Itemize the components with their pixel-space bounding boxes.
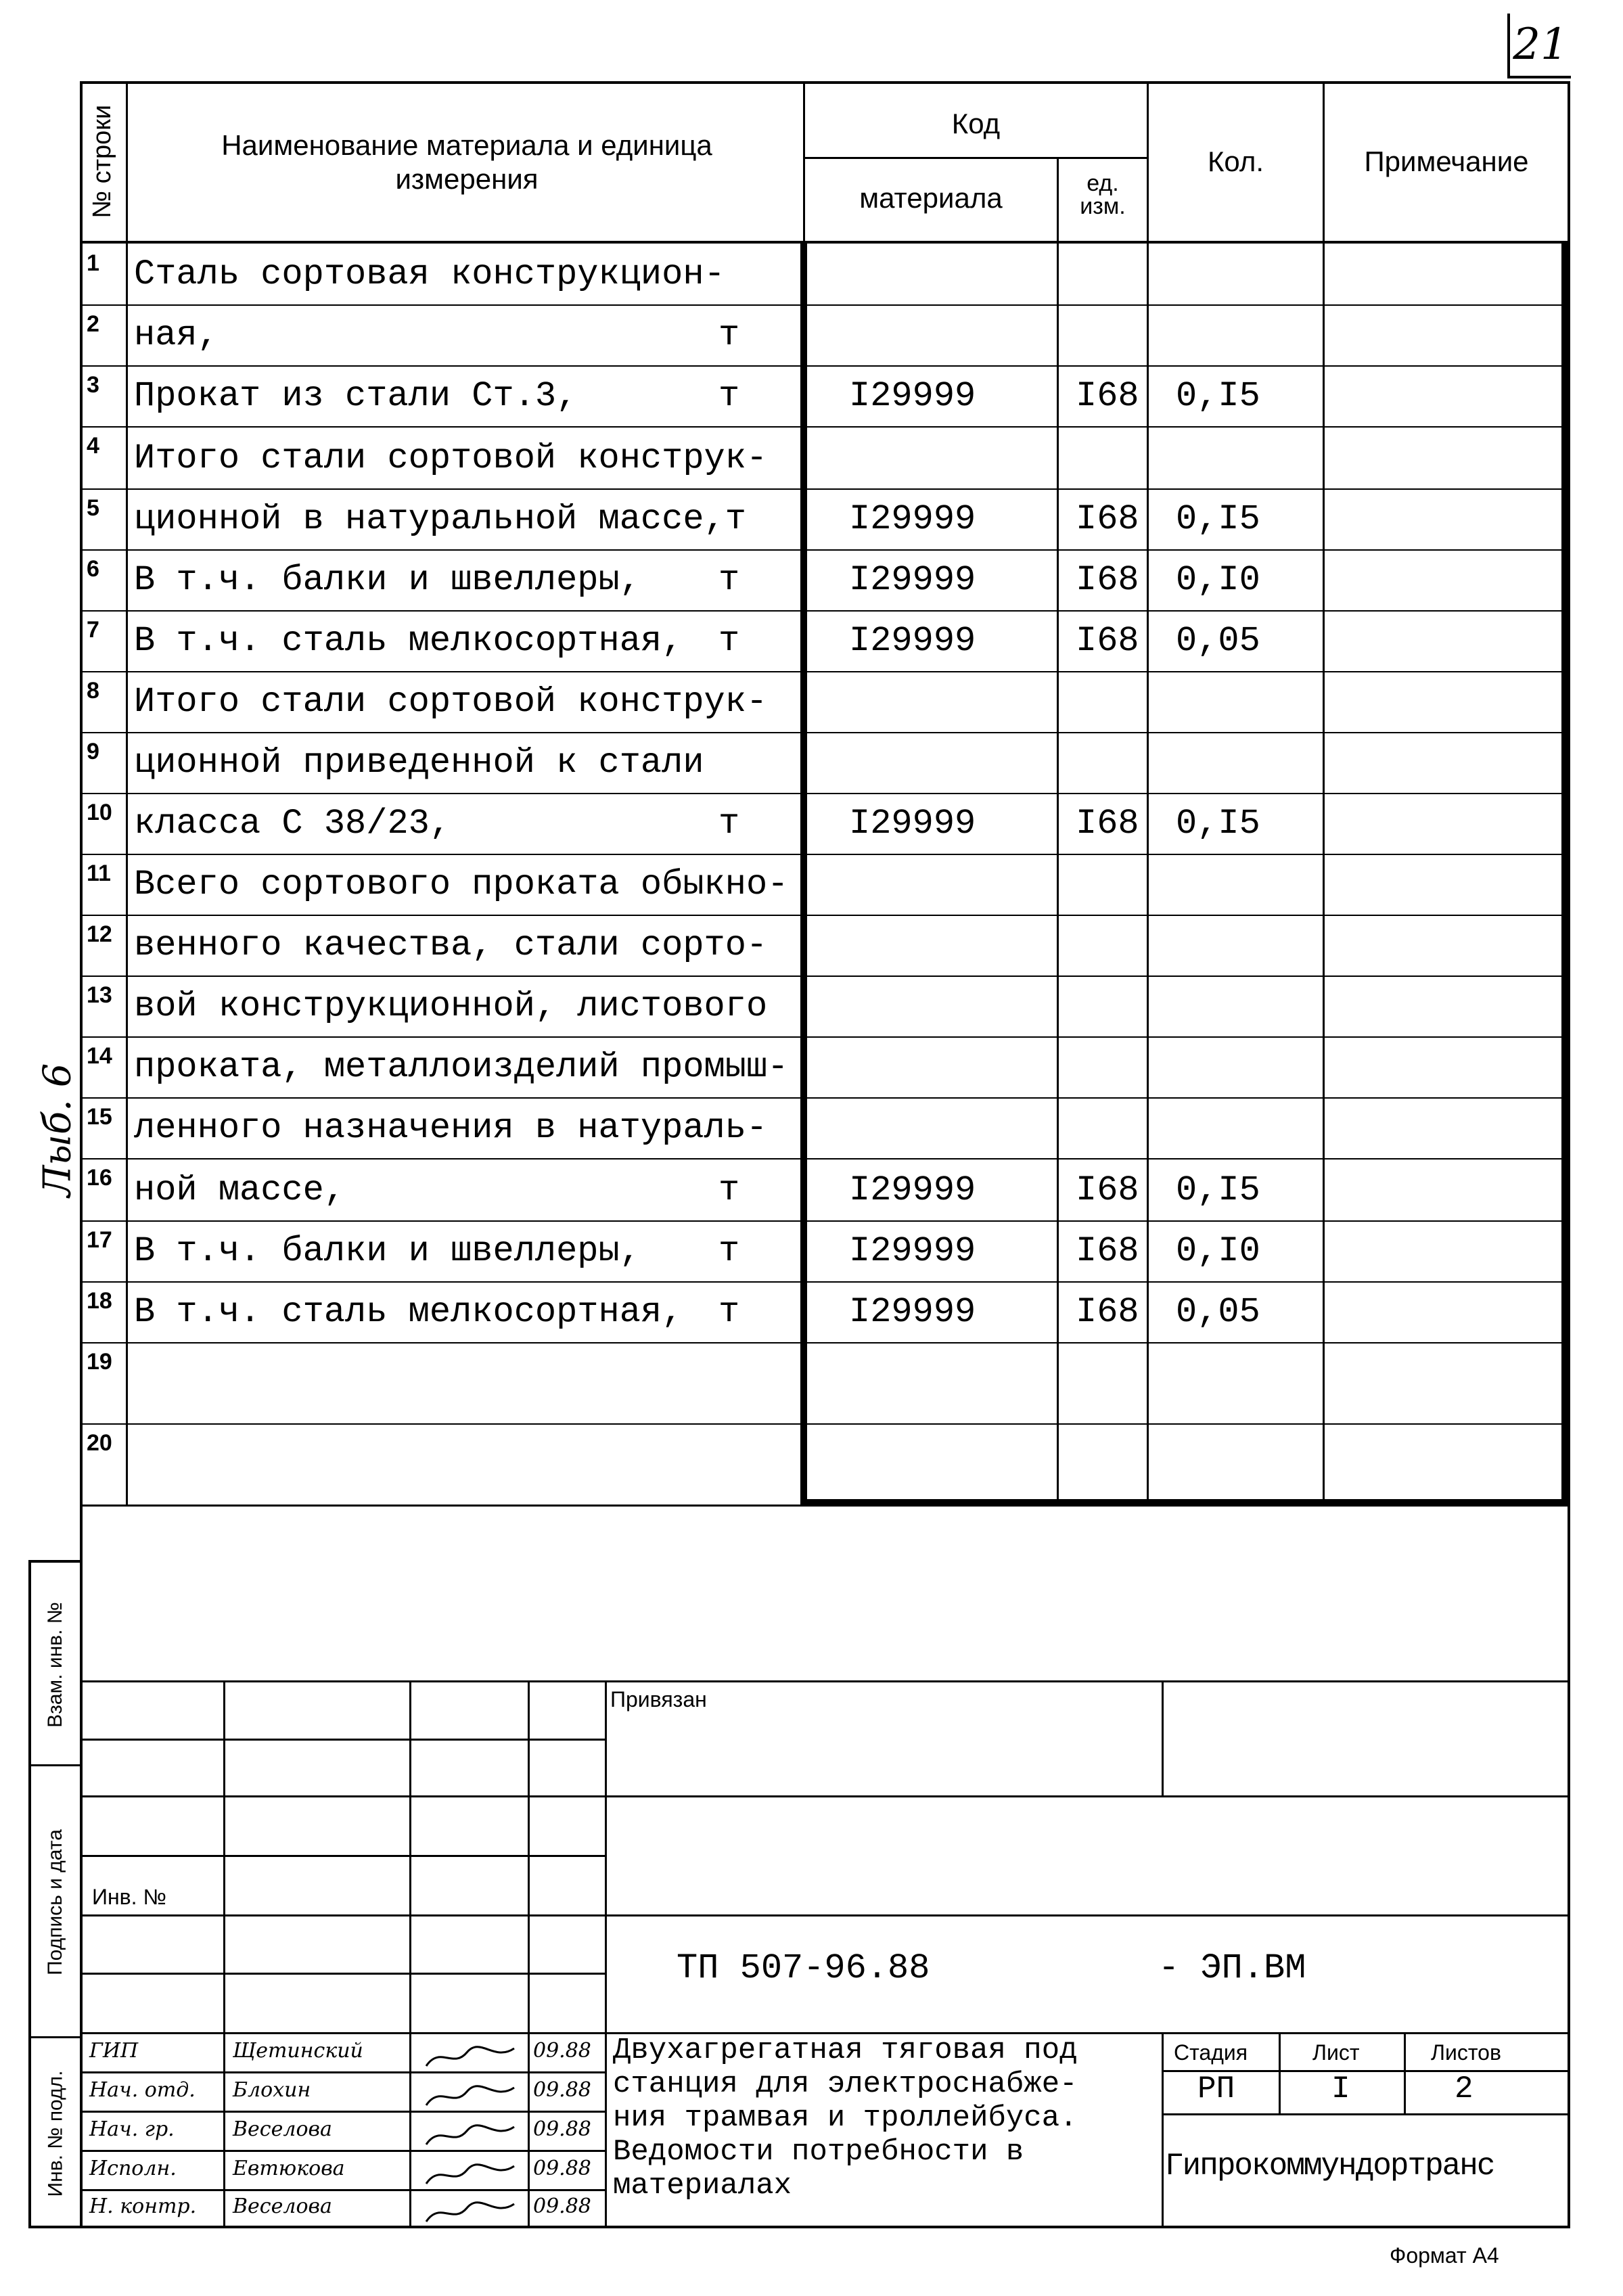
signer-name: Евтюкова: [233, 2157, 345, 2180]
row-name: ной массе,: [134, 1170, 346, 1210]
row-qty: 0,05: [1176, 1292, 1260, 1332]
signer-date: 09.88: [533, 2078, 591, 2102]
margin-podpis: Подпись и дата: [44, 1829, 66, 1975]
signer-date: 09.88: [533, 2157, 591, 2180]
row-separator: [80, 1097, 1568, 1099]
inv-no-label: Инв. №: [92, 1885, 166, 1909]
row-code: I29999: [849, 1170, 976, 1210]
signature-mark: [419, 2159, 521, 2194]
row-number: 15: [87, 1104, 112, 1130]
row-name: ционной приведенной к стали: [134, 743, 704, 783]
row-separator: [80, 365, 1568, 367]
row-number: 6: [87, 556, 99, 582]
row-number: 1: [87, 250, 99, 276]
row-code: I29999: [849, 376, 976, 416]
row-number: 7: [87, 617, 99, 643]
signer-date: 09.88: [533, 2039, 591, 2063]
row-qty: 0,I5: [1176, 1170, 1260, 1210]
header-row-no: № строки: [88, 105, 117, 219]
row-unit-code: I68: [1076, 1231, 1139, 1271]
title-line: Ведомости потребности в: [613, 2135, 1024, 2169]
left-margin-block: [28, 1560, 80, 2228]
row-number: 8: [87, 678, 99, 704]
signature-mark: [419, 2042, 521, 2076]
row-separator: [80, 1158, 1568, 1160]
row-unit: т: [718, 804, 740, 844]
row-separator: [80, 854, 1568, 855]
row-qty: 0,I0: [1176, 1231, 1260, 1271]
row-number: 11: [87, 860, 111, 886]
row-separator: [80, 426, 1568, 428]
signature-mark: [419, 2197, 521, 2232]
doc-suffix: - ЭП.ВМ: [1158, 1948, 1306, 1988]
row-number: 2: [87, 311, 99, 337]
row-number: 3: [87, 372, 99, 398]
sheets-value: 2: [1455, 2071, 1473, 2107]
margin-inv-podl: Инв. № подл.: [44, 2070, 66, 2197]
row-separator: [80, 488, 1568, 490]
row-code: I29999: [849, 1292, 976, 1332]
row-separator: [80, 304, 1568, 306]
row-name: Итого стали сортовой конструк-: [134, 682, 768, 722]
privyazan-label: Привязан: [610, 1687, 707, 1712]
doc-code: ТП 507-96.88: [677, 1948, 930, 1988]
row-unit-code: I68: [1076, 560, 1139, 600]
signer-role: ГИП: [89, 2039, 139, 2063]
header-code: Код: [951, 108, 1001, 139]
row-number: 16: [87, 1165, 112, 1191]
row-name: В т.ч. сталь мелкосортная,: [134, 1292, 683, 1332]
row-number: 17: [87, 1227, 112, 1253]
row-unit: т: [718, 621, 740, 661]
row-unit: т: [718, 1292, 740, 1332]
row-separator: [80, 1220, 1568, 1222]
row-code: I29999: [849, 804, 976, 844]
side-signature-text: Лыб. 6: [35, 1063, 80, 1197]
margin-vzam: Взам. инв. №: [44, 1601, 67, 1728]
row-number: 14: [87, 1043, 112, 1069]
row-name: Сталь сортовая конструкцион-: [134, 254, 725, 294]
signature-mark: [419, 2120, 521, 2155]
title-line: станция для электроснабже-: [613, 2067, 1078, 2101]
sheet-label: Лист: [1312, 2040, 1360, 2065]
row-separator: [80, 732, 1568, 733]
row-qty: 0,I5: [1176, 499, 1260, 539]
row-unit-code: I68: [1076, 804, 1139, 844]
signer-name: Щетинский: [233, 2039, 363, 2063]
row-separator: [80, 975, 1568, 977]
row-code: I29999: [849, 1231, 976, 1271]
row-unit-code: I68: [1076, 621, 1139, 661]
header-qty: Кол.: [1207, 145, 1264, 177]
signer-role: Н. контр.: [89, 2195, 197, 2218]
row-name: В т.ч. сталь мелкосортная,: [134, 621, 683, 661]
row-unit: т: [718, 315, 740, 355]
row-separator: [80, 1281, 1568, 1283]
row-qty: 0,05: [1176, 621, 1260, 661]
row-name: венного качества, стали сорто-: [134, 925, 768, 965]
signer-date: 09.88: [533, 2117, 591, 2141]
stage-label: Стадия: [1174, 2040, 1248, 2065]
row-number: 9: [87, 739, 99, 764]
row-separator: [80, 915, 1568, 916]
row-name: класса С 38/23,: [134, 804, 451, 844]
signer-name: Веселова: [233, 2195, 332, 2218]
row-name: В т.ч. балки и швеллеры,: [134, 560, 641, 600]
row-code: I29999: [849, 499, 976, 539]
row-number: 5: [87, 495, 99, 521]
row-number: 20: [87, 1430, 112, 1456]
row-qty: 0,I5: [1176, 804, 1260, 844]
signer-role: Нач. отд.: [89, 2078, 196, 2102]
signer-name: Блохин: [233, 2078, 311, 2102]
row-name: вой конструкционной, листового: [134, 986, 768, 1026]
row-name: Прокат из стали Ст.3,: [134, 376, 578, 416]
row-qty: 0,I0: [1176, 560, 1260, 600]
row-unit: т: [718, 376, 740, 416]
sheet-value: I: [1331, 2071, 1350, 2107]
signer-role: Нач. гр.: [89, 2117, 175, 2141]
format-label: Формат А4: [1390, 2243, 1499, 2268]
title-line: ния трамвая и троллейбуса.: [613, 2101, 1078, 2135]
title-line: материалах: [613, 2169, 792, 2203]
row-separator: [80, 671, 1568, 672]
signature-mark: [419, 2081, 521, 2115]
title-line: Двухагрегатная тяговая под: [613, 2034, 1078, 2067]
row-name: В т.ч. балки и швеллеры,: [134, 1231, 641, 1271]
row-qty: 0,I5: [1176, 376, 1260, 416]
row-number: 4: [87, 433, 99, 459]
row-unit-code: I68: [1076, 499, 1139, 539]
row-number: 13: [87, 982, 112, 1008]
row-separator: [80, 610, 1568, 612]
row-code: I29999: [849, 560, 976, 600]
stage-value: РП: [1197, 2071, 1235, 2107]
row-number: 19: [87, 1349, 112, 1375]
row-separator: [80, 549, 1568, 551]
row-name: ленного назначения в натураль-: [134, 1108, 768, 1148]
row-name: ная,: [134, 315, 219, 355]
signer-role: Исполн.: [89, 2157, 177, 2180]
row-unit: т: [718, 560, 740, 600]
document-title: [613, 2034, 1078, 2203]
row-separator: [80, 1036, 1568, 1038]
row-unit-code: I68: [1076, 1170, 1139, 1210]
organization: Гипрокоммундортранс: [1165, 2149, 1494, 2184]
page-number: 21: [1507, 14, 1571, 78]
header-name: Наименование материала и единица измерения: [221, 129, 712, 196]
header-code-material: материала: [859, 182, 1003, 214]
signer-name: Веселова: [233, 2117, 332, 2141]
header-code-unit: ед. изм.: [1080, 170, 1126, 219]
sheets-label: Листов: [1431, 2040, 1501, 2065]
row-number: 18: [87, 1288, 112, 1314]
row-unit: т: [718, 1231, 740, 1271]
row-separator: [80, 793, 1568, 794]
row-number: 12: [87, 921, 112, 947]
row-name: Всего сортового проката обыкно-: [134, 865, 789, 904]
row-separator: [80, 1342, 1568, 1344]
header-note: Примечание: [1364, 145, 1529, 177]
row-unit: т: [718, 1170, 740, 1210]
signer-date: 09.88: [533, 2195, 591, 2218]
row-name: Итого стали сортовой конструк-: [134, 438, 768, 478]
row-separator: [80, 1423, 1568, 1425]
row-number: 10: [87, 800, 112, 825]
row-code: I29999: [849, 621, 976, 661]
row-unit-code: I68: [1076, 376, 1139, 416]
row-unit-code: I68: [1076, 1292, 1139, 1332]
row-name: проката, металлоизделий промыш-: [134, 1047, 789, 1087]
row-name: ционной в натуральной массе,т: [134, 499, 746, 539]
